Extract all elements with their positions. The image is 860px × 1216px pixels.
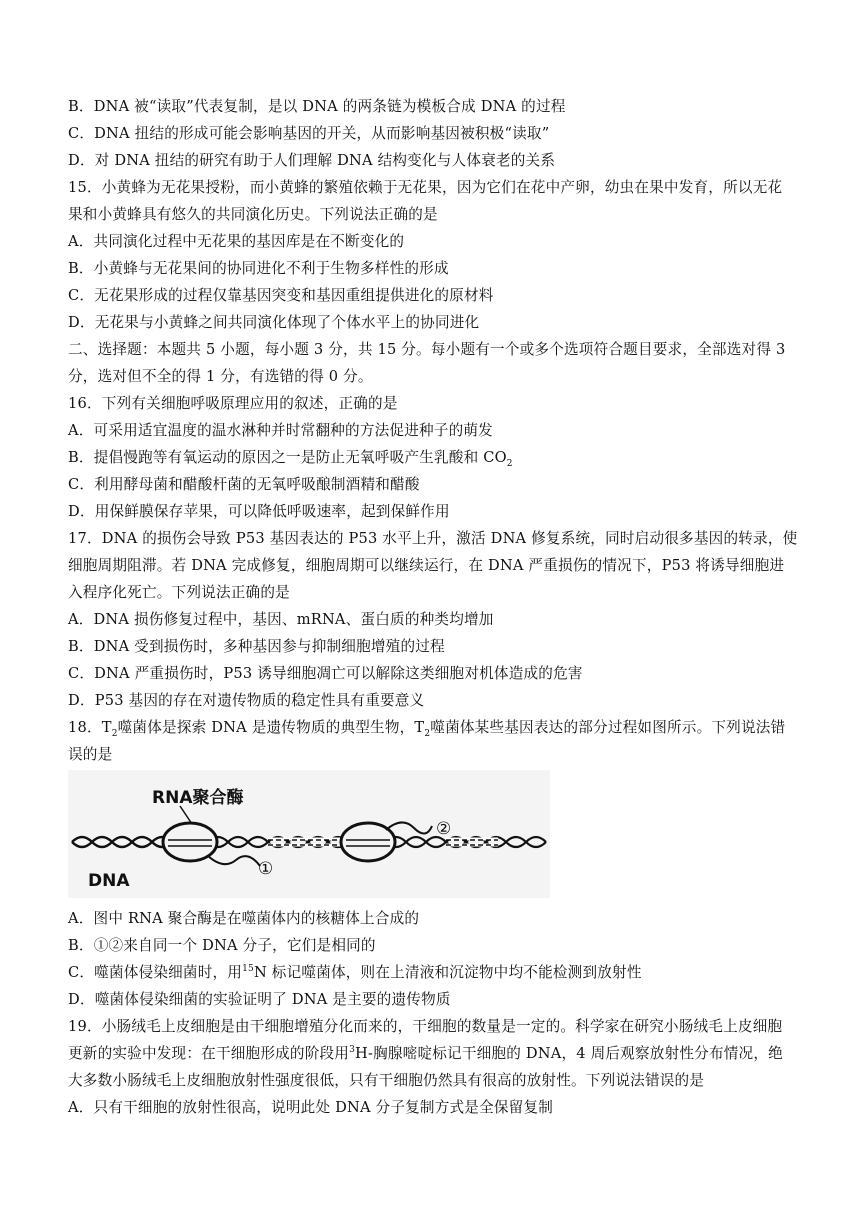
option-17c: C．DNA 严重损伤时，P53 诱导细胞凋亡可以解除这类细胞对机体造成的危害	[68, 665, 583, 682]
rna-polymerase-label: RNA聚合酶	[152, 788, 244, 808]
option-16c: C．利用酵母菌和醋酸杆菌的无氧呼吸酿制酒精和醋酸	[68, 476, 420, 493]
question-16: 16．下列有关细胞呼吸原理应用的叙述，正确的是	[68, 395, 398, 412]
option-16b	[68, 448, 798, 468]
option-14d: D．对 DNA 扭结的研究有助于人们理解 DNA 结构变化与人体衰老的关系	[68, 152, 556, 169]
dna-label: DNA	[88, 871, 130, 891]
option-18c-text-a: C．噬菌体侵染细菌时，用	[68, 964, 243, 981]
q18-sub-2: 2	[424, 728, 431, 739]
n15-superscript: 15	[242, 964, 254, 975]
question-15-line-1: 15．小黄蜂为无花果授粉，而小黄蜂的繁殖依赖于无花果，因为它们在花中产卵，幼虫在果中发育，所以无花	[68, 179, 783, 196]
question-19-line-2	[68, 1044, 798, 1064]
co2-subscript: 2	[506, 458, 513, 469]
question-18-line-1	[68, 718, 798, 738]
option-18b: B．①②来自同一个 DNA 分子，它们是相同的	[68, 937, 376, 954]
question-17-line-2: 细胞周期阻滞。若 DNA 完成修复，细胞周期可以继续运行，在 DNA 严重损伤的情况下，P53 将诱导细胞进	[68, 557, 785, 574]
option-17a: A．DNA 损伤修复过程中，基因、mRNA、蛋白质的种类均增加	[68, 611, 494, 628]
question-18-line-2: 误的是	[68, 746, 113, 763]
option-16b-text: B．提倡慢跑等有氧运动的原因之一是防止无氧呼吸产生乳酸和 CO	[68, 449, 507, 466]
section-2-heading-line-1: 二、选择题：本题共 5 小题，每小题 3 分，共 15 分。每小题有一个或多个选项符合题目要求，全部选对得 3	[68, 341, 786, 358]
marker-2: ②	[436, 819, 452, 839]
question-15-line-2: 果和小黄蜂具有悠久的共同演化历史。下列说法正确的是	[68, 206, 438, 223]
option-17d: D．P53 基因的存在对遗传物质的稳定性具有重要意义	[68, 692, 425, 709]
option-15c: C．无花果形成的过程仅靠基因突变和基因重组提供进化的原材料	[68, 287, 494, 304]
option-15a: A．共同演化过程中无花果的基因库是在不断变化的	[68, 233, 405, 250]
question-17-line-3: 入程序化死亡。下列说法正确的是	[68, 584, 290, 601]
question-19-line-1: 19．小肠绒毛上皮细胞是由干细胞增殖分化而来的，干细胞的数量是一定的。科学家在研究小肠绒毛上皮细胞	[68, 1018, 783, 1035]
option-18c	[68, 963, 798, 983]
option-14c: C．DNA 扭结的形成可能会影响基因的开关，从而影响基因被积极“读取”	[68, 125, 550, 142]
q18-sub-1: 2	[111, 728, 118, 739]
option-18c-text-b: N 标记噬菌体，则在上清液和沉淀物中均不能检测到放射性	[253, 964, 642, 981]
transcription-figure	[68, 770, 550, 898]
option-17b: B．DNA 受到损伤时，多种基因参与抑制细胞增殖的过程	[68, 638, 445, 655]
h3-superscript: 3	[349, 1045, 356, 1056]
option-14b: B．DNA 被“读取”代表复制，是以 DNA 的两条链为模板合成 DNA 的过程	[68, 98, 566, 115]
marker-1: ①	[258, 859, 274, 879]
option-18a: A．图中 RNA 聚合酶是在噬菌体内的核糖体上合成的	[68, 910, 420, 927]
q19-text-b: H-胸腺嘧啶标记干细胞的 DNA，4 周后观察放射性分布情况，绝	[355, 1045, 783, 1062]
q18-text-b: 噬菌体是探索 DNA 是遗传物质的典型生物，T	[117, 719, 425, 736]
option-16a: A．可采用适宜温度的温水淋种并时常翻种的方法促进种子的萌发	[68, 422, 493, 439]
q19-text-a: 更新的实验中发现：在干细胞形成的阶段用	[68, 1045, 350, 1062]
q18-text-c: 噬菌体某些基因表达的部分过程如图所示。下列说法错	[430, 719, 786, 736]
option-16d: D．用保鲜膜保存苹果，可以降低呼吸速率，起到保鲜作用	[68, 503, 450, 520]
option-18d: D．噬菌体侵染细菌的实验证明了 DNA 是主要的遗传物质	[68, 991, 451, 1008]
option-19a: A．只有干细胞的放射性很高，说明此处 DNA 分子复制方式是全保留复制	[68, 1099, 554, 1116]
q18-text-a: 18．T	[68, 719, 112, 736]
option-15d: D．无花果与小黄蜂之间共同演化体现了个体水平上的协同进化	[68, 314, 480, 331]
question-17-line-1: 17．DNA 的损伤会导致 P53 基因表达的 P53 水平上升，激活 DNA 修复系统，同时启动很多基因的转录，使	[68, 530, 798, 547]
section-2-heading-line-2: 分，选对但不全的得 1 分，有选错的得 0 分。	[68, 368, 373, 385]
option-15b: B．小黄蜂与无花果间的协同进化不利于生物多样性的形成	[68, 260, 449, 277]
rna-polymerase-1	[163, 823, 217, 861]
figure-background	[68, 770, 550, 898]
question-19-line-3: 大多数小肠绒毛上皮细胞放射性强度很低，只有干细胞仍然具有很高的放射性。下列说法错误的是	[68, 1072, 705, 1089]
